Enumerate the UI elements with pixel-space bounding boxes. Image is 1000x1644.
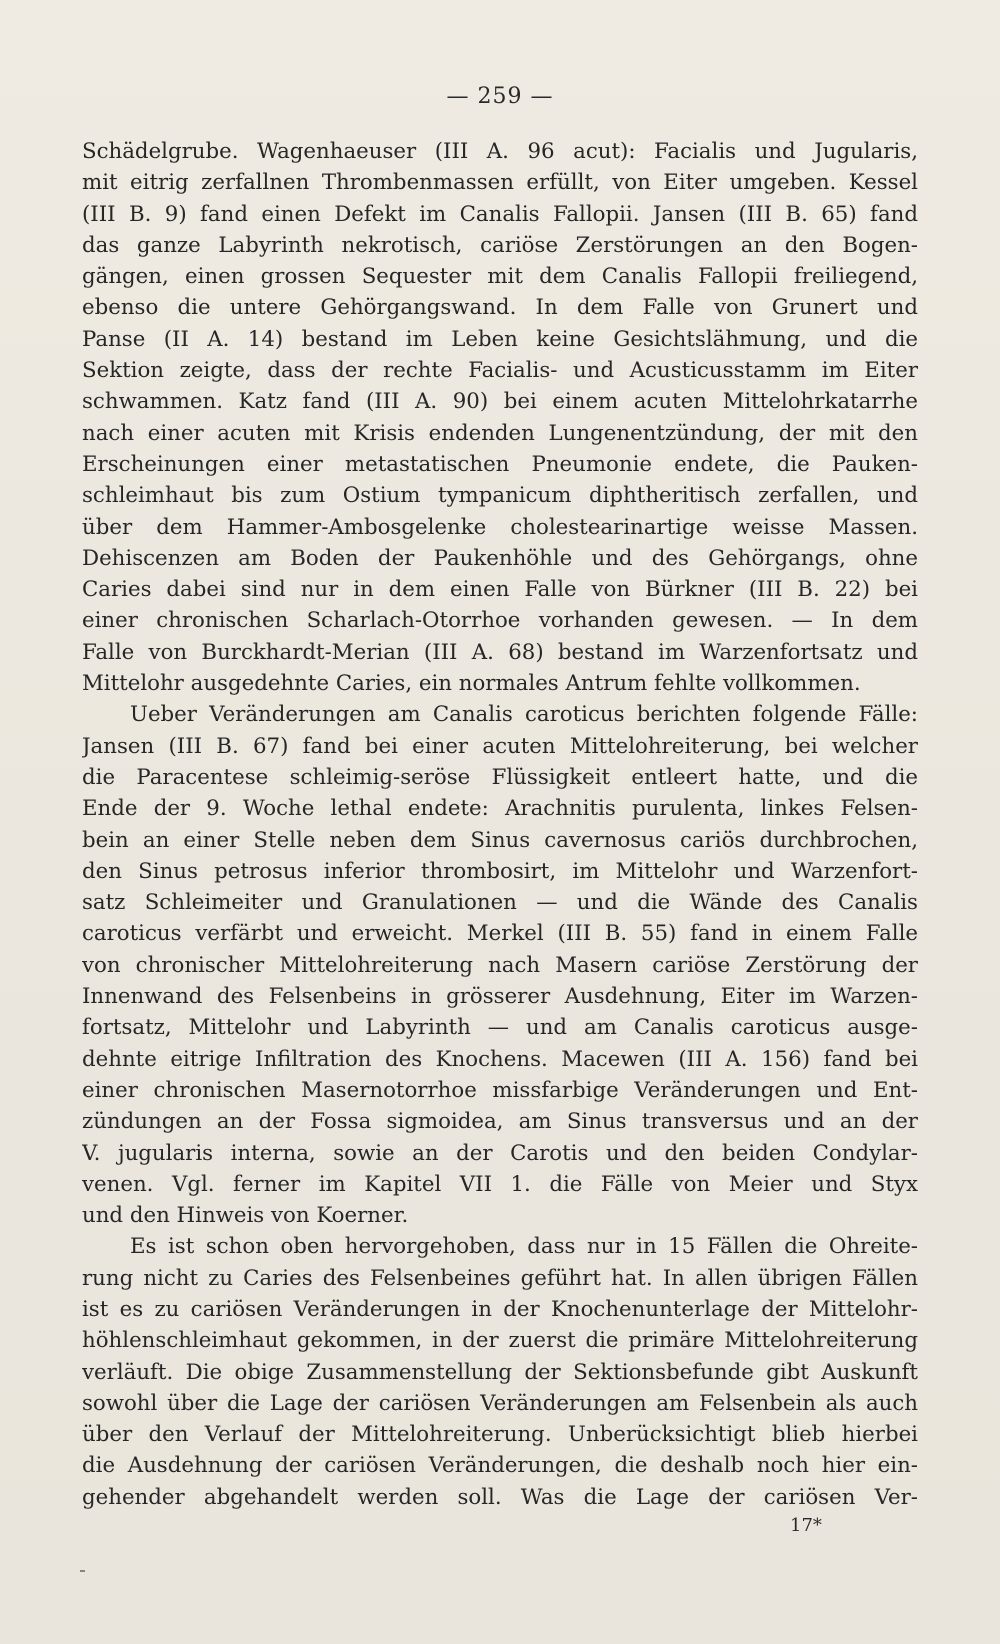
text-line: einer chronischen Masernotorrhoe missfarbige Veränderungen und Ent- [82, 1077, 918, 1103]
ink-speck [80, 1570, 85, 1572]
signature-mark: 17* [790, 1515, 822, 1536]
text-line: einer chronischen Scharlach-Otorrhoe vorhanden gewesen. — In dem [82, 608, 918, 634]
text-line: schwammen. Katz fand (III A. 90) bei einem acuten Mittelohrkatarrhe [82, 389, 918, 415]
text-line: Innenwand des Felsenbeins in grösserer Ausdehnung, Eiter im Warzen- [82, 984, 918, 1010]
text-line: (III B. 9) fand einen Defekt im Canalis Fallopii. Jansen (III B. 65) fand [82, 201, 918, 227]
page-number: — 259 — [446, 84, 554, 109]
text-line: Panse (II A. 14) bestand im Leben keine Gesichtslähmung, und die [82, 326, 918, 352]
body-text [82, 136, 918, 1513]
text-line: Jansen (III B. 67) fand bei einer acuten Mittelohreiterung, bei welcher [82, 733, 918, 759]
text-line: venen. Vgl. ferner im Kapitel VII 1. die Fälle von Meier und Styx [82, 1171, 918, 1197]
text-line: von chronischer Mittelohreiterung nach Masern cariöse Zerstörung der [82, 952, 918, 978]
text-line: den Sinus petrosus inferior thrombosirt, im Mittelohr und Warzenfort- [82, 858, 918, 884]
text-line: Ende der 9. Woche lethal endete: Arachnitis purulenta, linkes Felsen- [82, 796, 918, 822]
text-line: sowohl über die Lage der cariösen Veränderungen am Felsenbein als auch [82, 1390, 918, 1416]
text-line: Sektion zeigte, dass der rechte Facialis- und Acusticusstamm im Eiter [82, 358, 918, 384]
text-line: über dem Hammer-Ambosgelenke cholestearinartige weisse Massen. [82, 514, 918, 540]
text-line: satz Schleimeiter und Granulationen — und die Wände des Canalis [82, 890, 918, 916]
text-line: Es ist schon oben hervorgehoben, dass nur in 15 Fällen die Ohreite- [130, 1234, 918, 1260]
text-line: die Paracentese schleimig-seröse Flüssigkeit entleert hatte, und die [82, 764, 918, 790]
text-line: schleimhaut bis zum Ostium tympanicum diphtheritisch zerfallen, und [82, 483, 918, 509]
text-line: fortsatz, Mittelohr und Labyrinth — und am Canalis caroticus ausge- [82, 1015, 918, 1041]
text-line: Mittelohr ausgedehnte Caries, ein normales Antrum fehlte vollkommen. [82, 671, 861, 697]
text-line: gängen, einen grossen Sequester mit dem Canalis Fallopii freiliegend, [82, 264, 918, 290]
text-line: V. jugularis interna, sowie an der Carotis und den beiden Condylar- [82, 1140, 918, 1166]
text-line: zündungen an der Fossa sigmoidea, am Sinus transversus und an der [82, 1109, 918, 1135]
text-line: Caries dabei sind nur in dem einen Falle von Bürkner (III B. 22) bei [82, 577, 918, 603]
text-line: Falle von Burckhardt-Merian (III A. 68) bestand im Warzenfortsatz und [82, 639, 918, 665]
text-line: verläuft. Die obige Zusammenstellung der Sektionsbefunde gibt Auskunft [82, 1359, 918, 1385]
text-line: caroticus verfärbt und erweicht. Merkel (III B. 55) fand in einem Falle [82, 921, 918, 947]
text-line: und den Hinweis von Koerner. [82, 1203, 409, 1229]
text-line: bein an einer Stelle neben dem Sinus cavernosus cariös durchbrochen, [82, 827, 918, 853]
text-line: dehnte eitrige Infiltration des Knochens. Macewen (III A. 156) fand bei [82, 1046, 918, 1072]
text-line: ebenso die untere Gehörgangswand. In dem Falle von Grunert und [82, 295, 918, 321]
text-line: über den Verlauf der Mittelohreiterung. Unberücksichtigt blieb hierbei [82, 1422, 918, 1448]
text-line: rung nicht zu Caries des Felsenbeines geführt hat. In allen übrigen Fällen [82, 1265, 918, 1291]
text-line: die Ausdehnung der cariösen Veränderungen, die deshalb noch hier ein- [82, 1453, 918, 1479]
text-line: Erscheinungen einer metastatischen Pneumonie endete, die Pauken- [82, 451, 918, 477]
text-line: nach einer acuten mit Krisis endenden Lungenentzündung, der mit den [82, 420, 918, 446]
text-line: gehender abgehandelt werden soll. Was die Lage der cariösen Ver- [82, 1484, 918, 1510]
text-line: höhlenschleimhaut gekommen, in der zuerst die primäre Mittelohreiterung [82, 1328, 918, 1354]
text-line: Schädelgrube. Wagenhaeuser (III A. 96 acut): Facialis und Jugularis, [82, 139, 918, 164]
text-line: ist es zu cariösen Veränderungen in der Knochenunterlage der Mittelohr- [82, 1296, 918, 1322]
text-line: Ueber Veränderungen am Canalis caroticus berichten folgende Fälle: [130, 702, 918, 728]
text-line: das ganze Labyrinth nekrotisch, cariöse Zerstörungen an den Bogen- [82, 232, 918, 258]
text-line: Dehiscenzen am Boden der Paukenhöhle und des Gehörgangs, ohne [82, 545, 918, 571]
text-line: mit eitrig zerfallnen Thrombenmassen erfüllt, von Eiter umgeben. Kessel [82, 170, 918, 196]
